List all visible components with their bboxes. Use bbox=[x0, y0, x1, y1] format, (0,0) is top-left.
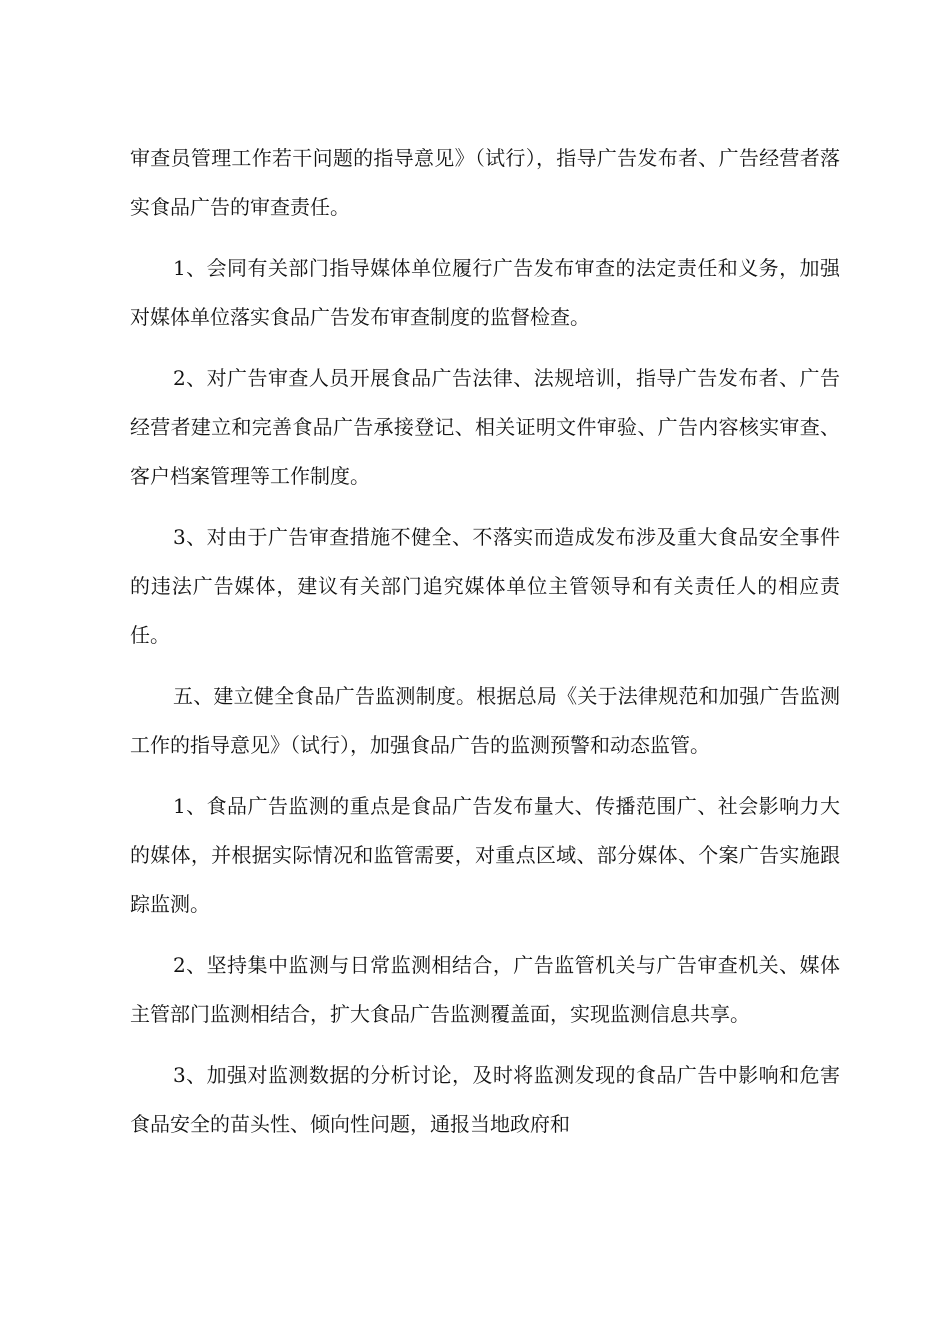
paragraph-item-3-accountability: 3、对由于广告审查措施不健全、不落实而造成发布涉及重大食品安全事件的违法广告媒体，建议有关部门追究媒体单位主管领导和有关责任人的相应责任。 bbox=[130, 525, 840, 647]
paragraph-item-3-data-analysis: 3、加强对监测数据的分析讨论，及时将监测发现的食品广告中影响和危害食品安全的苗头性、倾向性问题，通报当地政府和 bbox=[130, 1063, 840, 1136]
paragraph-section-5-heading: 五、建立健全食品广告监测制度。根据总局《关于法律规范和加强广告监测工作的指导意见》（试行），加强食品广告的监测预警和动态监管。 bbox=[130, 684, 840, 757]
paragraph-item-1-media-review: 1、会同有关部门指导媒体单位履行广告发布审查的法定责任和义务，加强对媒体单位落实食品广告发布审查制度的监督检查。 bbox=[130, 256, 840, 329]
paragraph-item-2-combined-monitoring: 2、坚持集中监测与日常监测相结合，广告监管机关与广告审查机关、媒体主管部门监测相结合，扩大食品广告监测覆盖面，实现监测信息共享。 bbox=[130, 953, 840, 1026]
paragraph-item-2-training: 2、对广告审查人员开展食品广告法律、法规培训，指导广告发布者、广告经营者建立和完善食品广告承接登记、相关证明文件审验、广告内容核实审查、客户档案管理等工作制度。 bbox=[130, 366, 840, 488]
paragraph-item-1-monitoring-focus: 1、食品广告监测的重点是食品广告发布量大、传播范围广、社会影响力大的媒体，并根据实际情况和监管需要，对重点区域、部分媒体、个案广告实施跟踪监测。 bbox=[130, 794, 840, 916]
document-body bbox=[130, 134, 840, 1161]
paragraph-continuation: 审查员管理工作若干问题的指导意见》（试行），指导广告发布者、广告经营者落实食品广告的审查责任。 bbox=[130, 146, 840, 219]
